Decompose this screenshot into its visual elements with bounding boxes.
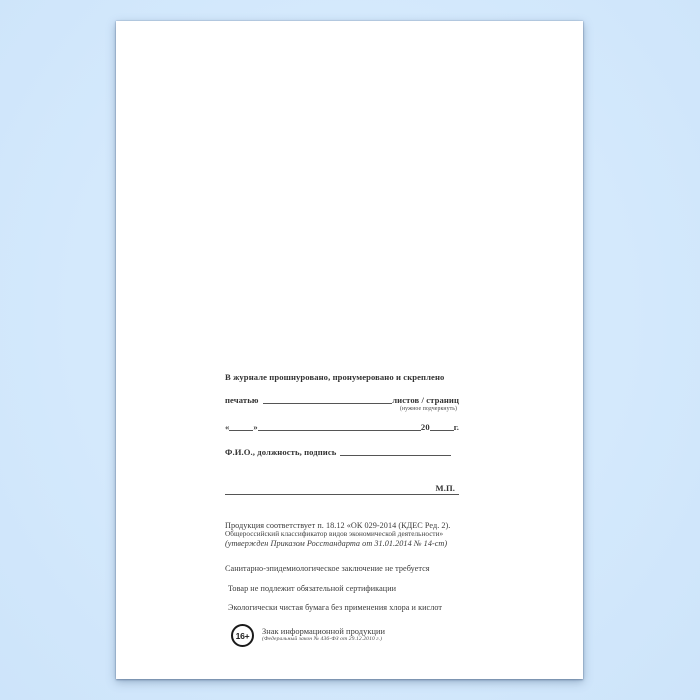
seal-line (225, 395, 459, 405)
compliance-line-3: (утвержден Приказом Росстандарта от 31.01.2014 № 14-ст) (225, 539, 448, 548)
eco-statement: Экологически чистая бумага без применения хлора и кислот (228, 603, 443, 612)
age-mark-law-note: (Федеральный закон № 436-ФЗ от 29.12.2010 г.) (262, 636, 383, 642)
stamp-place-abbr: М.П. (435, 483, 455, 493)
day-fill-in-blank (229, 423, 253, 431)
date-line (225, 422, 459, 432)
compliance-line-2: Общероссийский классификатор видов экономической деятельности» (225, 530, 444, 538)
signature-line (225, 447, 451, 457)
stitch-statement: В журнале прошнуровано, пронумеровано и скреплено (225, 372, 445, 382)
close-quote: » (253, 422, 258, 432)
year-fill-in-blank (430, 423, 454, 431)
age-rating-16plus-icon: 16+ (231, 624, 254, 647)
sanitary-statement: Санитарно-эпидемиологическое заключение не требуется (225, 564, 430, 573)
seal-line-suffix: листов / страниц (392, 395, 459, 405)
certification-statement: Товар не подлежит обязательной сертификации (228, 584, 397, 593)
open-quote: « (225, 422, 230, 432)
year-suffix: г. (453, 422, 459, 432)
signature-fill-in-blank (340, 448, 451, 456)
seal-line-prefix: печатью (225, 395, 259, 405)
age-mark-label: Знак информационной продукции (262, 627, 386, 636)
underline-note: (нужное подчеркнуть) (399, 406, 457, 412)
age-mark-text (262, 627, 462, 642)
year-century: 20 (420, 422, 430, 432)
month-fill-in-blank (258, 423, 421, 431)
signature-label: Ф.И.О., должность, подпись (225, 447, 337, 457)
seal-fill-in-blank (263, 396, 393, 404)
paper-sheet (116, 21, 583, 679)
compliance-line-1: Продукция соответствует п. 18.12 «ОК 029-2014 (КДЕС Ред. 2). (225, 521, 451, 530)
